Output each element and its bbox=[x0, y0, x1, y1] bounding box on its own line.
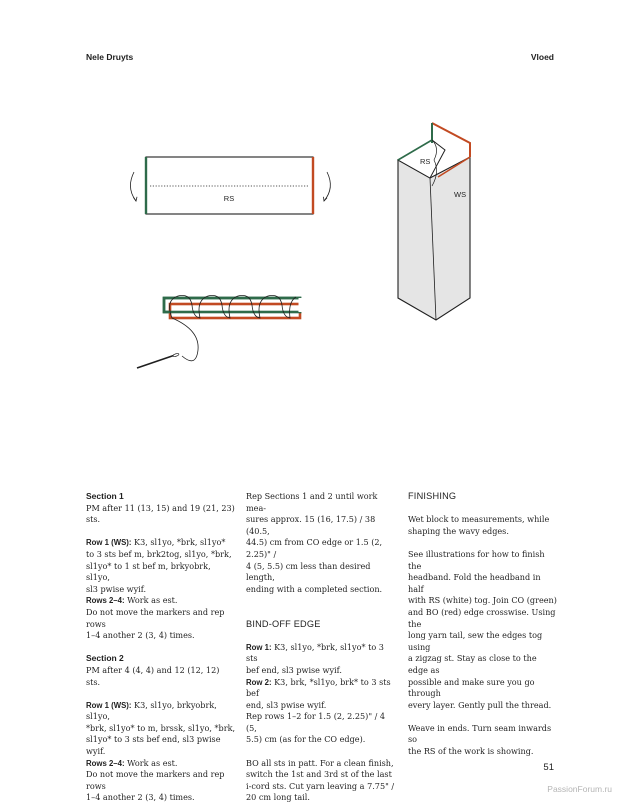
text-line: end, sl3 pwise wyif. bbox=[246, 699, 327, 710]
section-2-rows-2-4 bbox=[86, 758, 236, 770]
text-line: and BO (red) edge crosswise. Using the bbox=[408, 606, 556, 629]
row-label: Row 1 (WS): bbox=[86, 700, 132, 710]
fold-rectangle-figure bbox=[130, 157, 330, 214]
text-line: sures approx. 15 (16, 17.5) / 38 (40.5, bbox=[246, 514, 376, 536]
text-line: 44.5) cm from CO edge or 1.5 (2, 2.25)" / bbox=[246, 537, 383, 559]
section-1-pm: PM after 11 (13, 15) and 19 (21, 23) sts. bbox=[86, 502, 235, 525]
finishing-heading: FINISHING bbox=[408, 491, 457, 501]
text-line: K3, sl1yo, *brk, sl1yo* bbox=[131, 537, 226, 548]
text-line: K3, brk, *sl1yo, brk* to 3 sts bef bbox=[246, 676, 391, 699]
text-line: to 3 sts bef m, brk2tog, sl1yo, *brk, bbox=[86, 548, 232, 559]
text-line: 5.5) cm (as for the CO edge). bbox=[246, 734, 366, 745]
text-line: Do not move the markers and rep rows bbox=[86, 769, 225, 791]
bind-off-row-1 bbox=[246, 642, 396, 665]
section-1-heading: Section 1 bbox=[86, 491, 124, 501]
section-2-pm: PM after 4 (4, 4) and 12 (12, 12) sts. bbox=[86, 664, 220, 687]
text-line: See illustrations for how to finish the bbox=[408, 548, 545, 571]
row-label: Row 1 (WS): bbox=[86, 538, 132, 548]
bind-off-row-2 bbox=[246, 677, 396, 700]
fold-arrow-right-icon bbox=[324, 172, 330, 201]
text-line: Work as est. bbox=[124, 757, 178, 768]
text-line: possible and make sure you go through bbox=[408, 676, 535, 699]
text-line: with RS (white) tog. Join CO (green) bbox=[408, 595, 557, 606]
text-line: headband. Fold the headband in half bbox=[408, 572, 541, 594]
text-line: Wet block to measurements, while bbox=[408, 514, 550, 525]
text-line: 20 cm long tail. bbox=[246, 792, 310, 803]
text-line: shaping the wavy edges. bbox=[408, 525, 509, 536]
author-name: Nele Druyts bbox=[86, 52, 134, 62]
rs-label-flat: RS bbox=[223, 194, 235, 203]
column-3 bbox=[408, 491, 558, 758]
text-line: i-cord sts. Cut yarn leaving a 7.75" / bbox=[246, 780, 395, 791]
seam-stitching-figure bbox=[137, 295, 300, 368]
text-line: the RS of the work is showing. bbox=[408, 746, 534, 757]
text-line: sl3 pwise wyif. bbox=[86, 583, 147, 594]
text-line: a zigzag st. Stay as close to the edge as bbox=[408, 653, 537, 675]
text-line: K3, sl1yo, brkyobrk, sl1yo, bbox=[86, 699, 217, 722]
text-line: 4 (5, 5.5) cm less than desired length, bbox=[246, 560, 371, 583]
text-line: sl1yo* to 1 st bef m, brkyobrk, sl1yo, bbox=[86, 560, 211, 583]
text-line: switch the 1st and 3rd st of the last bbox=[246, 769, 392, 780]
text-line: Work as est. bbox=[124, 595, 178, 606]
text-line: bef end, sl3 pwise wyif. bbox=[246, 664, 342, 675]
text-line: 1–4 another 2 (3, 4) times. bbox=[86, 792, 195, 803]
text-line: Rep Sections 1 and 2 until work mea- bbox=[246, 491, 378, 513]
text-line: long yarn tail, sew the edges tog using bbox=[408, 630, 543, 652]
text-line: K3, sl1yo, *brk, sl1yo* to 3 sts bbox=[246, 641, 384, 664]
text-line: ending with a completed section. bbox=[246, 583, 383, 594]
bind-off-heading: BIND-OFF EDGE bbox=[246, 618, 321, 629]
section-2-heading: Section 2 bbox=[86, 653, 124, 664]
text-line: Do not move the markers and rep rows bbox=[86, 606, 225, 629]
text-line: *brk, sl1yo* to m, brssk, sl1yo, *brk, bbox=[86, 722, 236, 733]
column-1 bbox=[86, 491, 236, 804]
section-2-row-1 bbox=[86, 700, 236, 723]
row-label: Row 2: bbox=[246, 677, 272, 687]
section-1-row-1 bbox=[86, 537, 236, 549]
row-label: Rows 2–4: bbox=[86, 758, 125, 768]
rs-label-folded: RS bbox=[420, 157, 431, 166]
text-line: Rep rows 1–2 for 1.5 (2, 2.25)" / 4 (5, bbox=[246, 711, 386, 733]
row-label: Rows 2–4: bbox=[86, 596, 125, 606]
needle-icon bbox=[137, 354, 178, 368]
text-line: Weave in ends. Turn seam inwards so bbox=[408, 722, 552, 745]
column-2 bbox=[246, 491, 396, 804]
page-number: 51 bbox=[543, 762, 554, 773]
watermark: PassionForum.ru bbox=[547, 784, 612, 794]
section-1-rows-2-4 bbox=[86, 595, 236, 607]
ws-label-folded: WS bbox=[454, 190, 467, 199]
folded-headband-figure bbox=[398, 123, 470, 320]
magazine-title: Vloed bbox=[530, 52, 554, 62]
text-line: 1–4 another 2 (3, 4) times. bbox=[86, 630, 195, 641]
text-line: BO all sts in patt. For a clean finish, bbox=[246, 757, 394, 768]
text-line: sl1yo* to 3 sts bef end, sl3 pwise wyif. bbox=[86, 734, 221, 757]
fold-arrow-left-icon bbox=[130, 172, 136, 201]
text-line: every layer. Gently pull the thread. bbox=[408, 699, 552, 710]
row-label: Row 1: bbox=[246, 642, 272, 652]
